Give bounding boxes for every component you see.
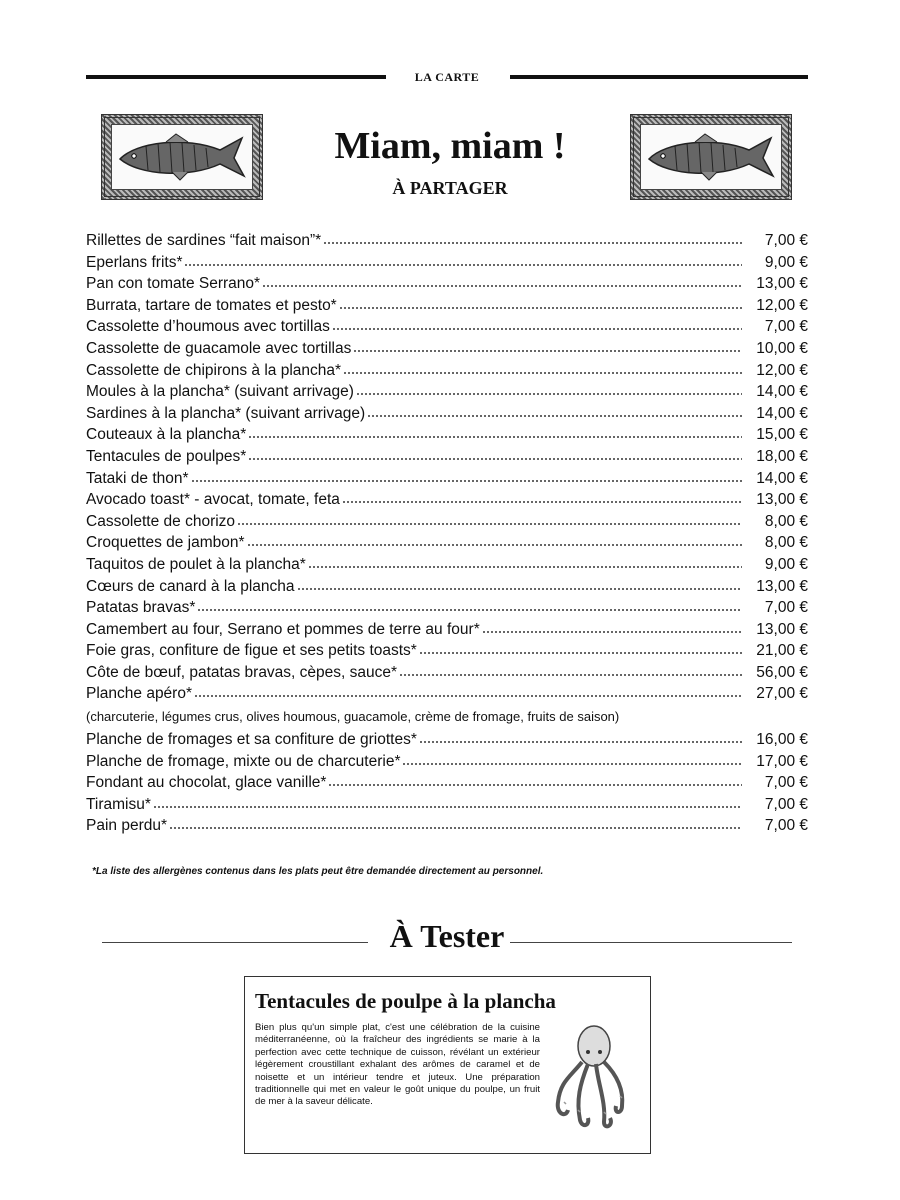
menu-item-name: Foie gras, confiture de figue et ses petits toasts* bbox=[86, 642, 417, 660]
menu-item-name: Rillettes de sardines “fait maison”* bbox=[86, 232, 322, 249]
menu-item bbox=[86, 468, 808, 490]
leader-dots bbox=[248, 457, 742, 461]
menu-list bbox=[86, 230, 808, 837]
menu-item bbox=[86, 511, 808, 533]
menu-item bbox=[86, 489, 808, 511]
feature-card-text: Bien plus qu'un simple plat, c'est une célébration de la cuisine méditerranéenne, où la fraîcheur des ingrédients se marie à la perfection avec cette technique de cuisson, révélant un extérieur légèrement croustillant exhalant des arômes de caramel et de noisette et un intérieur tendre et juteux. Une préparation traditionnelle qui met en valeur le goût unique du poulpe, un fruit de mer à la saveur délicate. bbox=[255, 1022, 540, 1108]
menu-item-price: 7,00 € bbox=[764, 318, 808, 336]
menu-item-price: 14,00 € bbox=[756, 383, 808, 401]
menu-item-name: Planche de fromage, mixte ou de charcuterie* bbox=[86, 752, 401, 770]
menu-item bbox=[86, 554, 808, 576]
menu-item-price: 21,00 € bbox=[756, 642, 808, 660]
leader-dots bbox=[419, 740, 742, 744]
menu-item bbox=[86, 640, 808, 662]
menu-item-price: 9,00 € bbox=[764, 253, 808, 271]
leader-dots bbox=[332, 327, 742, 331]
leader-dots bbox=[262, 284, 742, 288]
fish-icon bbox=[116, 132, 248, 182]
leader-dots bbox=[419, 651, 742, 655]
leader-dots bbox=[353, 349, 742, 353]
octopus-illustration bbox=[540, 1022, 640, 1132]
menu-item-name: Tentacules de poulpes* bbox=[86, 447, 247, 465]
leader-dots bbox=[153, 805, 742, 809]
menu-item-name: Sardines à la plancha* (suivant arrivage) bbox=[86, 404, 366, 422]
menu-item-price: 10,00 € bbox=[756, 339, 808, 357]
menu-item bbox=[86, 729, 808, 751]
menu-item-name: Cassolette de guacamole avec tortillas bbox=[86, 339, 352, 357]
menu-item-name: Cassolette de chipirons à la plancha* bbox=[86, 361, 342, 379]
menu-item-price: 8,00 € bbox=[764, 534, 808, 552]
menu-item-name: Côte de bœuf, patatas bravas, cèpes, sauce* bbox=[86, 663, 398, 681]
leader-dots bbox=[169, 826, 742, 830]
feature-card bbox=[244, 976, 651, 1154]
menu-item bbox=[86, 381, 808, 403]
menu-item bbox=[86, 230, 808, 252]
leader-dots bbox=[248, 435, 742, 439]
fish-icon bbox=[645, 132, 777, 182]
menu-item bbox=[86, 683, 808, 705]
menu-item-price: 18,00 € bbox=[756, 447, 808, 465]
menu-item bbox=[86, 576, 808, 598]
header-line-right bbox=[510, 75, 808, 79]
menu-item bbox=[86, 446, 808, 468]
menu-item-price: 12,00 € bbox=[756, 296, 808, 314]
leader-dots bbox=[194, 694, 742, 698]
menu-item-price: 7,00 € bbox=[764, 232, 808, 249]
leader-dots bbox=[399, 673, 742, 677]
menu-item-name: Avocado toast* - avocat, tomate, feta bbox=[86, 491, 340, 509]
leader-dots bbox=[367, 414, 742, 418]
menu-item-price: 56,00 € bbox=[756, 663, 808, 681]
leader-dots bbox=[191, 479, 742, 483]
menu-item-price: 7,00 € bbox=[764, 795, 808, 813]
menu-item-note: (charcuterie, légumes crus, olives houmous, guacamole, crème de fromage, fruits de saison) bbox=[86, 709, 620, 725]
octopus-icon bbox=[550, 1022, 630, 1132]
menu-item-price: 17,00 € bbox=[756, 752, 808, 770]
menu-item bbox=[86, 815, 808, 837]
leader-dots bbox=[482, 630, 742, 634]
feature-card-body bbox=[255, 1022, 640, 1132]
feature-card-title: Tentacules de poulpe à la plancha bbox=[255, 989, 556, 1013]
menu-item-price: 7,00 € bbox=[764, 817, 808, 835]
menu-item-name: Tataki de thon* bbox=[86, 469, 189, 487]
header-label: LA CARTE bbox=[414, 70, 480, 84]
menu-item bbox=[86, 338, 808, 360]
menu-item-price: 13,00 € bbox=[756, 491, 808, 509]
menu-item bbox=[86, 403, 808, 425]
menu-item-name: Croquettes de jambon* bbox=[86, 534, 245, 552]
menu-item-name: Couteaux à la plancha* bbox=[86, 426, 247, 444]
menu-item-price: 12,00 € bbox=[756, 361, 808, 379]
menu-item-name: Planche apéro* bbox=[86, 685, 192, 703]
tester-heading-block bbox=[102, 918, 792, 958]
menu-item-price: 8,00 € bbox=[764, 512, 808, 530]
leader-dots bbox=[237, 522, 742, 526]
menu-item bbox=[86, 662, 808, 684]
allergen-note: *La liste des allergènes contenus dans les plats peut être demandée directement au personnel. bbox=[92, 866, 544, 877]
leader-dots bbox=[323, 241, 742, 245]
menu-item-price: 14,00 € bbox=[756, 404, 808, 422]
menu-item-name: Tiramisu* bbox=[86, 795, 151, 813]
menu-item-name: Cassolette d’houmous avec tortillas bbox=[86, 318, 330, 336]
menu-item bbox=[86, 619, 808, 641]
page-title: Miam, miam ! bbox=[334, 125, 566, 167]
fish-frame-left bbox=[101, 114, 263, 200]
menu-item bbox=[86, 597, 808, 619]
menu-item-price: 13,00 € bbox=[756, 577, 808, 595]
leader-dots bbox=[197, 608, 742, 612]
menu-item-price: 7,00 € bbox=[764, 774, 808, 792]
leader-dots bbox=[402, 762, 742, 766]
menu-item-price: 15,00 € bbox=[756, 426, 808, 444]
menu-item bbox=[86, 794, 808, 816]
menu-item-name: Burrata, tartare de tomates et pesto* bbox=[86, 296, 337, 314]
page-subtitle: À PARTAGER bbox=[392, 178, 508, 198]
menu-item bbox=[86, 360, 808, 382]
fish-frame-right bbox=[630, 114, 792, 200]
menu-item-price: 9,00 € bbox=[764, 555, 808, 573]
menu-item-price: 13,00 € bbox=[756, 275, 808, 293]
leader-dots bbox=[356, 392, 742, 396]
menu-item bbox=[86, 252, 808, 274]
leader-dots bbox=[339, 306, 742, 310]
menu-item bbox=[86, 273, 808, 295]
menu-item-name: Patatas bravas* bbox=[86, 599, 196, 617]
tester-line-right bbox=[510, 942, 792, 943]
leader-dots bbox=[297, 587, 742, 591]
tester-heading: À Tester bbox=[389, 918, 505, 954]
menu-item-price: 13,00 € bbox=[756, 620, 808, 638]
menu-item-name: Fondant au chocolat, glace vanille* bbox=[86, 774, 327, 792]
menu-item-name: Taquitos de poulet à la plancha* bbox=[86, 555, 306, 573]
menu-item bbox=[86, 751, 808, 773]
menu-item-price: 27,00 € bbox=[756, 685, 808, 703]
menu-item bbox=[86, 424, 808, 446]
menu-item-name: Cassolette de chorizo bbox=[86, 512, 236, 530]
leader-dots bbox=[343, 371, 742, 375]
menu-item-price: 7,00 € bbox=[764, 599, 808, 617]
menu-item-price: 16,00 € bbox=[756, 731, 808, 749]
leader-dots bbox=[247, 543, 742, 547]
menu-item bbox=[86, 316, 808, 338]
menu-item bbox=[86, 532, 808, 554]
menu-item-price: 14,00 € bbox=[756, 469, 808, 487]
header-rule bbox=[86, 70, 808, 84]
menu-item-name: Camembert au four, Serrano et pommes de terre au four* bbox=[86, 620, 480, 638]
menu-item bbox=[86, 295, 808, 317]
menu-item bbox=[86, 772, 808, 794]
menu-item-name: Cœurs de canard à la plancha bbox=[86, 577, 295, 595]
menu-item-name: Moules à la plancha* (suivant arrivage) bbox=[86, 383, 354, 401]
menu-item-name: Pain perdu* bbox=[86, 817, 168, 835]
leader-dots bbox=[342, 500, 742, 504]
menu-item-name: Planche de fromages et sa confiture de griottes* bbox=[86, 731, 417, 749]
leader-dots bbox=[308, 565, 742, 569]
leader-dots bbox=[328, 783, 742, 787]
menu-item-name: Eperlans frits* bbox=[86, 253, 183, 271]
leader-dots bbox=[184, 263, 742, 267]
menu-item-name: Pan con tomate Serrano* bbox=[86, 275, 261, 293]
